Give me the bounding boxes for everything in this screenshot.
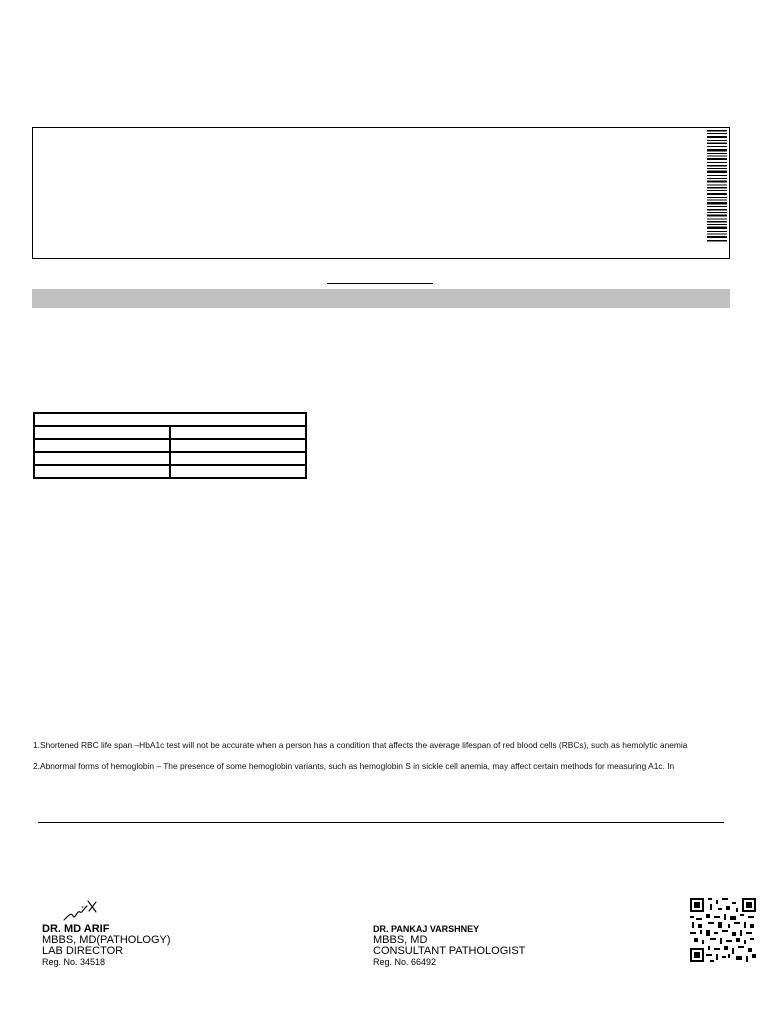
- note-1: 1.Shortened RBC life span –HbA1c test will not be accurate when a person has a condition that affects the average lifespan of red blood cells (RBCs), such as hemolytic anemia: [33, 740, 688, 750]
- footer-divider: [38, 822, 724, 823]
- table-row: [34, 439, 306, 452]
- patient-info-box: [32, 127, 730, 259]
- table-header-row: [34, 413, 306, 426]
- signatory-reg-no: Reg. No. 34518: [42, 957, 106, 967]
- signatory-name: DR. PANKAJ VARSHNEY: [373, 924, 480, 934]
- signatory-reg-no: Reg. No. 66492: [373, 957, 437, 967]
- signatory-designation: CONSULTANT PATHOLOGIST: [373, 945, 526, 957]
- table-row: [34, 426, 306, 439]
- signature-mark: [62, 898, 102, 924]
- signatory-qualification: MBBS, MD: [373, 934, 428, 946]
- signatory-lab-director: [42, 923, 171, 968]
- table-row: [34, 465, 306, 478]
- qr-code-icon: [690, 898, 756, 962]
- note-2: 2.Abnormal forms of hemoglobin – The presence of some hemoglobin variants, such as hemoglobin S in sickle cell anemia, may affect certain methods for measuring A1c. In: [33, 761, 675, 771]
- report-title-underline: [327, 283, 433, 284]
- table-row: [34, 452, 306, 465]
- barcode-icon: [707, 130, 727, 242]
- signatory-consultant: [373, 923, 525, 968]
- reference-range-table: [33, 412, 307, 479]
- signatory-qualification: MBBS, MD(PATHOLOGY): [42, 934, 171, 946]
- signatory-designation: LAB DIRECTOR: [42, 945, 124, 957]
- signatory-name: DR. MD ARIF: [42, 923, 110, 935]
- section-header-bar: [32, 289, 730, 308]
